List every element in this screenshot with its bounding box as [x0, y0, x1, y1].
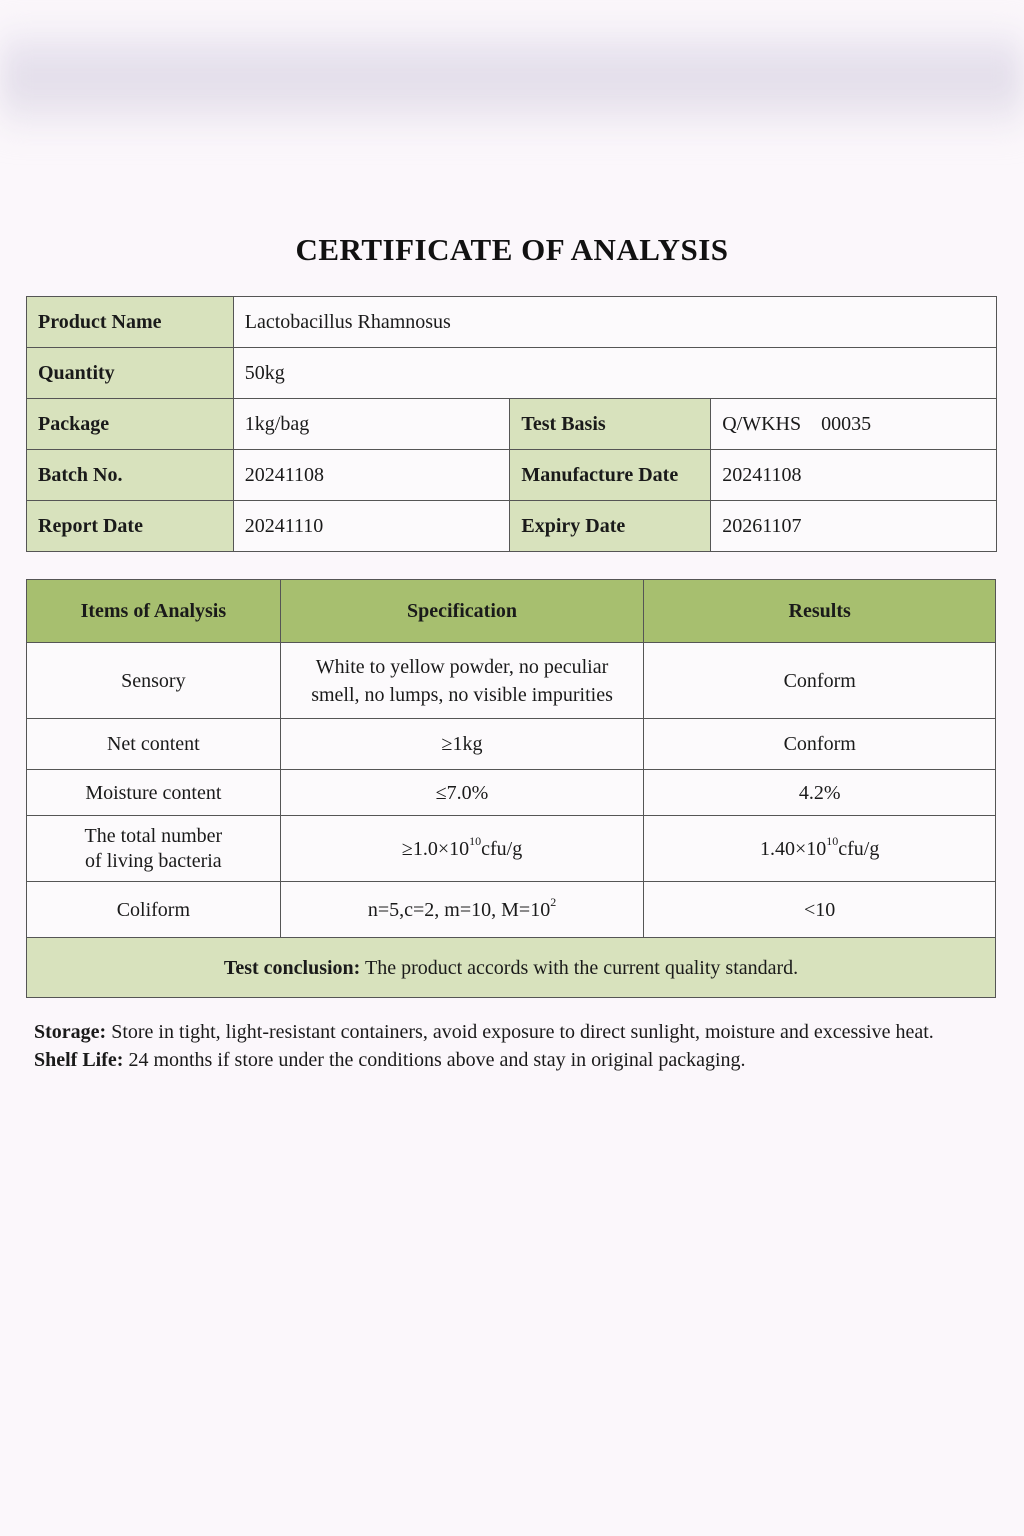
spec-exponent: 10 — [469, 833, 482, 848]
test-basis-label: Test Basis — [510, 399, 711, 450]
storage-label: Storage: — [34, 1021, 107, 1043]
item-cell: Net content — [27, 719, 281, 770]
info-row-quantity — [27, 348, 997, 399]
spec-exponent: 2 — [550, 894, 557, 909]
result-unit: cfu/g — [838, 837, 880, 860]
analysis-table — [26, 579, 996, 998]
spec-cell — [280, 643, 644, 719]
notes-section — [34, 1018, 984, 1074]
test-basis-value: Q/WKHS 00035 — [711, 399, 997, 450]
item-cell: Coliform — [27, 882, 281, 938]
expiry-date-label: Expiry Date — [510, 501, 711, 552]
header-results: Results — [644, 580, 996, 643]
package-label: Package — [27, 399, 234, 450]
item-cell: Moisture content — [27, 770, 281, 816]
header-specification: Specification — [280, 580, 644, 643]
batch-value: 20241108 — [233, 450, 510, 501]
conclusion-text: The product accords with the current quality standard. — [360, 956, 799, 979]
spec-cell: ≥1kg — [280, 719, 644, 770]
product-info-table — [26, 296, 997, 552]
conclusion-row — [27, 938, 996, 998]
info-row-product — [27, 297, 997, 348]
storage-note — [34, 1018, 984, 1046]
spec-base: ≥1.0×10 — [401, 837, 470, 860]
spec-base: n=5,c=2, m=10, M=10 — [367, 898, 551, 921]
result-exponent: 10 — [826, 833, 839, 848]
table-row — [27, 643, 996, 719]
info-row-batch — [27, 450, 997, 501]
expiry-date-value: 20261107 — [711, 501, 997, 552]
result-cell: Conform — [644, 643, 996, 719]
manufacture-date-label: Manufacture Date — [510, 450, 711, 501]
spec-line: White to yellow powder, no peculiar — [315, 655, 609, 678]
table-row — [27, 882, 996, 938]
storage-text: Store in tight, light-resistant containers, avoid exposure to direct sunlight, moisture and excessive heat. — [106, 1021, 934, 1043]
shelf-life-label: Shelf Life: — [34, 1049, 124, 1071]
item-line: of living bacteria — [85, 849, 222, 872]
table-row — [27, 816, 996, 882]
product-name-label: Product Name — [27, 297, 234, 348]
shelf-life-note — [34, 1046, 984, 1074]
product-name-value: Lactobacillus Rhamnosus — [233, 297, 996, 348]
result-cell: <10 — [644, 882, 996, 938]
report-date-label: Report Date — [27, 501, 234, 552]
spec-line: smell, no lumps, no visible impurities — [311, 683, 613, 706]
spec-cell — [280, 882, 644, 938]
manufacture-date-value: 20241108 — [711, 450, 997, 501]
result-cell — [644, 816, 996, 882]
item-line: The total number — [84, 824, 223, 847]
result-cell: 4.2% — [644, 770, 996, 816]
quantity-label: Quantity — [27, 348, 234, 399]
spec-unit: cfu/g — [481, 837, 523, 860]
blurred-header-area — [0, 20, 1024, 140]
result-cell: Conform — [644, 719, 996, 770]
document-title: CERTIFICATE OF ANALYSIS — [295, 232, 729, 267]
info-row-report — [27, 501, 997, 552]
package-value: 1kg/bag — [233, 399, 510, 450]
batch-label: Batch No. — [27, 450, 234, 501]
spec-cell: ≤7.0% — [280, 770, 644, 816]
quantity-value: 50kg — [233, 348, 996, 399]
info-row-package — [27, 399, 997, 450]
analysis-header-row — [27, 580, 996, 643]
header-items: Items of Analysis — [27, 580, 281, 643]
result-base: 1.40×10 — [759, 837, 827, 860]
table-row — [27, 719, 996, 770]
shelf-life-text: 24 months if store under the conditions above and stay in original packaging. — [123, 1049, 746, 1071]
conclusion-label: Test conclusion: — [223, 956, 361, 979]
table-row — [27, 770, 996, 816]
spec-cell — [280, 816, 644, 882]
item-cell: Sensory — [27, 643, 281, 719]
conclusion-cell — [27, 938, 996, 998]
item-cell — [27, 816, 281, 882]
report-date-value: 20241110 — [233, 501, 510, 552]
